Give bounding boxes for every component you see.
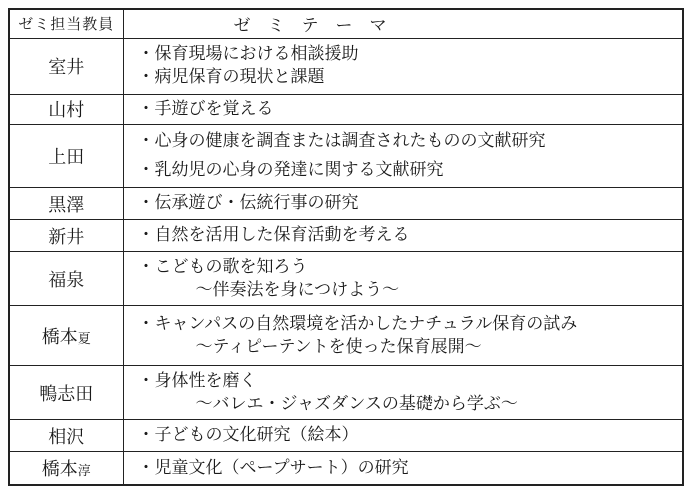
seminar-table [8,8,684,486]
table-row [9,306,683,366]
teacher-cell [9,420,123,452]
theme-cell [123,366,683,420]
theme-cell [123,220,683,252]
theme-line: ・手遊びを覚える [137,98,274,119]
theme-column-header: ゼ ミ テ ー マ [123,9,683,38]
teacher-name: 福泉 [48,269,85,291]
teacher-name: 鴨志田 [39,383,94,405]
theme-cell [123,252,683,306]
table-row [9,94,683,125]
theme-cell [123,306,683,366]
theme-line: ・子どもの文化研究（絵本） [137,425,359,446]
theme-line: ・身体性を磨く [137,370,257,391]
theme-line: ・自然を活用した保育活動を考える [137,225,410,246]
teacher-cell [9,306,123,366]
theme-subline: ～ティピーテントを使った保育展開～ [195,336,482,357]
table-row [9,220,683,252]
teacher-cell [9,125,123,187]
teacher-cell [9,38,123,94]
theme-subline: ～伴奏法を身につけよう～ [195,279,400,300]
teacher-name: 黒澤 [48,194,85,216]
theme-cell [123,420,683,452]
teacher-name: 橋本 [41,326,78,348]
teacher-name: 室井 [48,57,85,79]
teacher-cell [9,220,123,252]
theme-line: ・キャンパスの自然環境を活かしたナチュラル保育の試み [137,313,578,334]
theme-line: ・乳幼児の心身の発達に関する文献研究 [137,160,444,180]
theme-line: ・保育現場における相談援助 [137,44,359,65]
teacher-cell [9,252,123,306]
header-row [9,9,683,38]
theme-cell [123,38,683,94]
table-row [9,38,683,94]
table-row [9,125,683,187]
theme-cell [123,94,683,125]
table-row [9,452,683,485]
teacher-name-suffix: 夏 [77,331,91,347]
theme-subline: ～バレエ・ジャズダンスの基礎から学ぶ～ [195,393,518,414]
teacher-name-suffix: 淳 [77,464,91,480]
teacher-name: 橋本 [41,459,78,481]
teacher-cell [9,452,123,485]
table-row [9,187,683,220]
table-row [9,420,683,452]
theme-cell [123,187,683,220]
teacher-name: 相沢 [48,426,85,448]
theme-cell [123,452,683,485]
theme-line: ・児童文化（ペープサート）の研究 [137,457,409,478]
teacher-cell [9,94,123,125]
teacher-name: 山村 [48,100,85,122]
teacher-cell [9,187,123,220]
theme-cell [123,125,683,187]
table-row [9,366,683,420]
theme-line: ・心身の健康を調査または調査されたものの文献研究 [137,131,546,151]
table-row [9,252,683,306]
teacher-name: 新井 [48,226,85,248]
teacher-name: 上田 [48,147,85,168]
teacher-cell [9,366,123,420]
theme-line: ・伝承遊び・伝統行事の研究 [137,193,359,214]
theme-line: ・こどもの歌を知ろう [137,256,308,277]
teacher-column-header: ゼミ担当教員 [9,9,123,38]
theme-line: ・病児保育の現状と課題 [137,67,325,88]
